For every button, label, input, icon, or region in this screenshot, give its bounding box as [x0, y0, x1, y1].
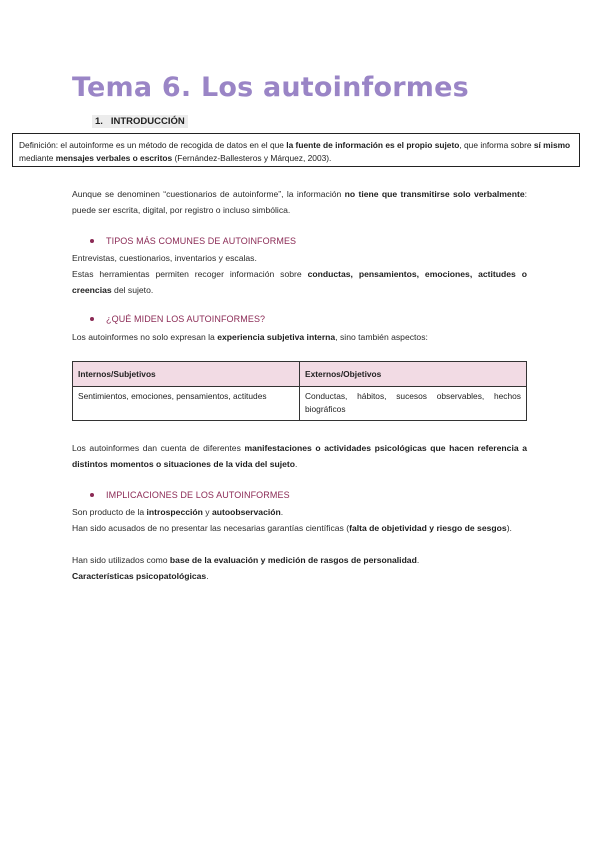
paragraph-bold: manifestaciones o actividades psicológicas que hacen referencia a distintos momentos o situaciones de la vida del sujeto: [72, 443, 527, 469]
table-row: [73, 387, 527, 421]
paragraph-text: .: [280, 507, 284, 517]
table-header-cell: Externos/Objetivos: [300, 362, 527, 387]
paragraph-bold: autoobservación: [211, 507, 281, 517]
table-cell: Sentimientos, emociones, pensamientos, actitudes: [73, 387, 300, 421]
paragraph-text: Aunque se denominen “cuestionarios de autoinforme”, la información: [72, 189, 345, 199]
paragraph-text: .: [416, 555, 420, 565]
bullet-label: IMPLICACIONES DE LOS AUTOINFORMES: [106, 490, 290, 500]
definition-text: mediante: [19, 153, 56, 163]
paragraph-text: Son producto de la: [72, 507, 147, 517]
definition-bold: sí mismo: [533, 140, 571, 150]
definition-bold: la fuente de información es el propio sujeto: [286, 140, 460, 150]
definition-text: , que informa sobre: [459, 140, 534, 150]
bullet-heading-miden: [90, 314, 265, 324]
paragraph-bold: experiencia subjetiva interna: [217, 332, 336, 342]
paragraph-text: .: [206, 571, 209, 581]
bullet-label: ¿QUÉ MIDEN LOS AUTOINFORMES?: [106, 314, 266, 324]
table-header-row: [73, 362, 527, 387]
paragraph-bold: no tiene que transmitirse solo verbalmente: [344, 189, 525, 199]
paragraph-text: Han sido utilizados como: [72, 555, 170, 565]
paragraph-bold: Características psicopatológicas: [72, 571, 207, 581]
paragraph-base-evaluacion: [72, 552, 527, 584]
aspects-table: [72, 361, 527, 421]
paragraph-herramientas: [72, 266, 527, 298]
paragraph-text: del sujeto.: [111, 285, 154, 295]
bullet-dot-icon: [90, 239, 94, 243]
table-cell: Conductas, hábitos, sucesos observables, hechos biográficos: [300, 387, 527, 421]
section-number: 1.: [95, 116, 103, 127]
bullet-dot-icon: [90, 317, 94, 321]
bullet-label: TIPOS MÁS COMUNES DE AUTOINFORMES: [106, 236, 297, 246]
paragraph-text: Han sido acusados de no presentar las necesarias garantías científicas (: [72, 523, 350, 533]
paragraph-bold: falta de objetividad y riesgo de sesgos: [349, 523, 507, 533]
paragraph-bold: conductas, pensamientos, emociones, actitudes o creencias: [72, 269, 527, 295]
table-header-cell: Internos/Subjetivos: [73, 362, 300, 387]
paragraph-manifestaciones: [72, 440, 527, 472]
paragraph-producto: [72, 504, 527, 520]
paragraph-bold: base de la evaluación y medición de rasgos de personalidad: [169, 555, 417, 565]
paragraph-bold: introspección: [146, 507, 203, 517]
paragraph-text: y: [202, 507, 212, 517]
paragraph-text: : puede ser escrita, digital, por registro o incluso simbólica.: [72, 189, 527, 215]
definition-text: Definición: el autoinforme es un método de recogida de datos en el que: [19, 140, 287, 150]
paragraph-text: Los autoinformes no solo expresan la: [72, 332, 218, 342]
paragraph-miden: [72, 329, 527, 345]
bullet-dot-icon: [90, 493, 94, 497]
section-heading-introduccion: [92, 116, 188, 127]
paragraph-tipos: Entrevistas, cuestionarios, inventarios y escalas.: [72, 253, 257, 263]
paragraph-text: Los autoinformes dan cuenta de diferentes: [72, 443, 245, 453]
bullet-heading-tipos: [90, 236, 296, 246]
paragraph-text: .: [295, 459, 298, 469]
paragraph-garantias: [72, 520, 527, 536]
paragraph-verbal: [72, 186, 527, 218]
page-title: Tema 6. Los autoinformes: [72, 72, 469, 103]
definition-text: (Fernández-Ballesteros y Márquez, 2003).: [172, 153, 332, 163]
definition-bold: mensajes verbales o escritos: [55, 153, 173, 163]
paragraph-text: , sino también aspectos:: [335, 332, 428, 342]
definition-box: [12, 133, 580, 167]
paragraph-text: ).: [506, 523, 512, 533]
section-label: INTRODUCCIÓN: [110, 116, 185, 127]
bullet-heading-implicaciones: [90, 490, 290, 500]
paragraph-text: Estas herramientas permiten recoger información sobre: [72, 269, 308, 279]
